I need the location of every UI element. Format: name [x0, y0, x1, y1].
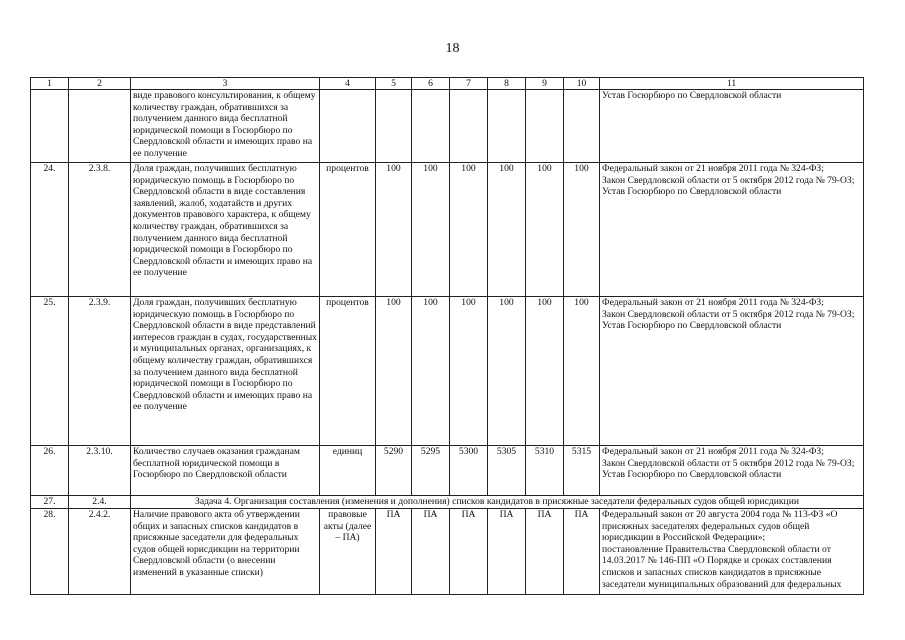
unit: единиц — [320, 446, 376, 496]
table-row — [31, 446, 864, 496]
value-col-6 — [412, 90, 450, 163]
unit: процентов — [320, 297, 376, 446]
row-code: 2.3.8. — [69, 163, 131, 297]
task-row — [31, 496, 864, 509]
row-number: 27. — [31, 496, 69, 509]
value-col-7: 100 — [450, 163, 488, 297]
row-code — [69, 90, 131, 163]
col-header-7: 7 — [450, 78, 488, 90]
value-col-6: ПА — [412, 509, 450, 595]
legal-basis: Федеральный закон от 20 августа 2004 года № 113-ФЗ «О присяжных заседателях федеральных судов общей юрисдикции в Российской Федерации»; постановление Правительства Свердловской области от 14.03.2017 № 146-ПП «О Порядке и сроках составления списков и запасных списков кандидатов в присяжные заседатели муниципальных образований для федеральных — [600, 509, 864, 595]
value-col-10: 5315 — [564, 446, 600, 496]
col-header-1: 1 — [31, 78, 69, 90]
task-heading: Задача 4. Организация составления (изменения и дополнения) списков кандидатов в присяжные заседатели федеральных судов общей юрисдикции — [131, 496, 864, 509]
col-header-10: 10 — [564, 78, 600, 90]
value-col-9 — [526, 90, 564, 163]
value-col-9: 5310 — [526, 446, 564, 496]
indicator-text: Доля граждан, получивших бесплатную юридическую помощь в Госюрбюро по Свердловской области в виде представлений интересов граждан в судах, государственных и муниципальных органах, организациях, к общему количеству граждан, обратившихся за получением данного вида бесплатной юридической помощи в Госюрбюро по Свердловской области и имеющих право на ее получение — [131, 297, 320, 446]
legal-basis: Устав Госюрбюро по Свердловской области — [600, 90, 864, 163]
value-col-7 — [450, 90, 488, 163]
col-header-4: 4 — [320, 78, 376, 90]
value-col-5: 100 — [376, 297, 412, 446]
value-col-5: 5290 — [376, 446, 412, 496]
legal-basis: Федеральный закон от 21 ноября 2011 года № 324-ФЗ; Закон Свердловской области от 5 октября 2012 года № 79-ОЗ; Устав Госюрбюро по Свердловской области — [600, 446, 864, 496]
row-code: 2.4.2. — [69, 509, 131, 595]
value-col-8: 5305 — [488, 446, 526, 496]
col-header-6: 6 — [412, 78, 450, 90]
value-col-8: 100 — [488, 163, 526, 297]
value-col-9: 100 — [526, 163, 564, 297]
col-header-2: 2 — [69, 78, 131, 90]
col-header-11: 11 — [600, 78, 864, 90]
value-col-8 — [488, 90, 526, 163]
value-col-7: 100 — [450, 297, 488, 446]
legal-basis: Федеральный закон от 21 ноября 2011 года № 324-ФЗ; Закон Свердловской области от 5 октября 2012 года № 79-ОЗ; Устав Госюрбюро по Свердловской области — [600, 163, 864, 297]
row-number: 28. — [31, 509, 69, 595]
page-number: 18 — [445, 41, 460, 56]
value-col-10: ПА — [564, 509, 600, 595]
indicator-text: Количество случаев оказания гражданам бесплатной юридической помощи в Госюрбюро по Свердловской области — [131, 446, 320, 496]
table-row — [31, 163, 864, 297]
row-number — [31, 90, 69, 163]
col-header-5: 5 — [376, 78, 412, 90]
value-col-9: ПА — [526, 509, 564, 595]
col-header-3: 3 — [131, 78, 320, 90]
value-col-5: ПА — [376, 509, 412, 595]
indicator-text: Доля граждан, получивших бесплатную юридическую помощь в Госюрбюро по Свердловской области в виде составления заявлений, жалоб, ходатайств и других документов правового характера, к общему количеству граждан, обратившихся за получением данного вида бесплатной юридической помощи в Госюрбюро по Свердловской области и имеющих право на ее получение — [131, 163, 320, 297]
row-code: 2.3.10. — [69, 446, 131, 496]
value-col-10 — [564, 90, 600, 163]
col-header-9: 9 — [526, 78, 564, 90]
value-col-7: ПА — [450, 509, 488, 595]
indicators-table — [30, 77, 864, 595]
unit: правовые акты (далее – ПА) — [320, 509, 376, 595]
table-row — [31, 90, 864, 163]
column-header-row — [31, 78, 864, 90]
row-code: 2.3.9. — [69, 297, 131, 446]
unit — [320, 90, 376, 163]
row-code: 2.4. — [69, 496, 131, 509]
indicator-text: Наличие правового акта об утверждении общих и запасных списков кандидатов в присяжные заседатели для федеральных судов общей юрисдикции на территории Свердловской области (о внесении изменений в указанные списки) — [131, 509, 320, 595]
value-col-7: 5300 — [450, 446, 488, 496]
col-header-8: 8 — [488, 78, 526, 90]
row-number: 26. — [31, 446, 69, 496]
indicator-text: виде правового консультирования, к общему количеству граждан, обратившихся за получением данного вида бесплатной юридической помощи в Госюрбюро по Свердловской области и имеющих право на ее получение — [131, 90, 320, 163]
value-col-5: 100 — [376, 163, 412, 297]
value-col-6: 5295 — [412, 446, 450, 496]
row-number: 24. — [31, 163, 69, 297]
row-number: 25. — [31, 297, 69, 446]
value-col-8: ПА — [488, 509, 526, 595]
legal-basis: Федеральный закон от 21 ноября 2011 года № 324-ФЗ; Закон Свердловской области от 5 октября 2012 года № 79-ОЗ; Устав Госюрбюро по Свердловской области — [600, 297, 864, 446]
table-row — [31, 297, 864, 446]
value-col-6: 100 — [412, 297, 450, 446]
value-col-9: 100 — [526, 297, 564, 446]
value-col-10: 100 — [564, 163, 600, 297]
table-row — [31, 509, 864, 595]
value-col-6: 100 — [412, 163, 450, 297]
value-col-10: 100 — [564, 297, 600, 446]
value-col-5 — [376, 90, 412, 163]
value-col-8: 100 — [488, 297, 526, 446]
unit: процентов — [320, 163, 376, 297]
